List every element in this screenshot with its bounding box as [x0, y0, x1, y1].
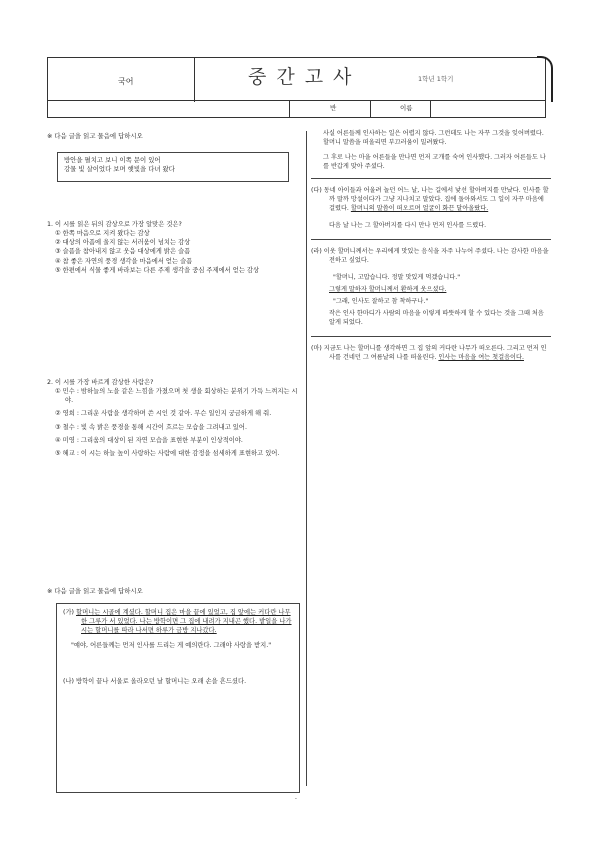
exam-title: 중간고사 — [248, 66, 362, 88]
option[interactable]: ② 대상의 아픔에 울지 않는 서러움이 넘치는 감상 — [55, 239, 191, 247]
column-divider — [306, 131, 307, 786]
para-tag: (다) — [311, 186, 322, 194]
option[interactable]: ③ 슬픔을 참아내지 않고 웃음 대상에게 밝은 슬픔 — [55, 248, 191, 256]
para-text: 할머니는 시골에 계셨다. 할머니 집은 마을 끝에 있었고, 집 앞에는 커다란 나무 한 그루가 서 있었다. 나는 방학이면 그 집에 내려가 지내곤 했다. 밭일을 나가시는 할머니를 따라 나서면 하루가 금방 지나갔다. — [76, 609, 292, 635]
student-info-row — [47, 101, 546, 118]
option[interactable]: ① 민수 : 밤하늘의 노을 같은 느낌을 가졌으며 첫 생을 회상하는 분위기 가득 느껴지는 시야. — [55, 388, 298, 405]
poem-line: 방안을 펼치고 보니 이쪽 문이 있어 — [64, 156, 161, 164]
para-ra-tail: 작은 인사 한마디가 사람의 마음을 이렇게 따뜻하게 할 수 있다는 것을 그때 처음 알게 되었다. — [329, 309, 544, 326]
para-tag: (가) — [63, 609, 74, 616]
option[interactable]: ④ 참 좋은 자연의 풍경 생각을 마음에서 얻는 슬픔 — [55, 257, 193, 265]
grade-label: 1학년 1학기 — [418, 75, 454, 83]
quote-1: "할머니, 고맙습니다. 정말 맛있게 먹겠습니다." — [333, 273, 461, 281]
separator — [311, 336, 551, 337]
quote-2: "그래, 인사도 잘하고 참 착하구나." — [333, 297, 429, 305]
continued-text: 사실 어른들께 인사하는 일은 어렵지 않다. 그런데도 나는 자꾸 그것을 잊어버렸다. 할머니 말씀을 떠올리면 부끄러움이 밀려왔다. — [323, 130, 544, 146]
para-tag: (마) — [311, 344, 322, 352]
question-stem: 2. 이 시를 가장 바르게 감상한 사람은? — [47, 379, 154, 386]
separator — [311, 178, 551, 179]
para-tag: (라) — [311, 247, 322, 255]
poem-excerpt-box — [57, 152, 289, 182]
name-label: 이름 — [400, 104, 413, 112]
passage-para-ra — [311, 248, 551, 266]
passage-para-na — [63, 677, 293, 686]
para-text: 방학이 끝나 서울로 올라오던 날 할머니는 오래 손을 흔드셨다. — [76, 677, 247, 685]
class-label: 반 — [330, 104, 337, 112]
option[interactable]: ⑤ 혜교 : 이 시는 하늘 높이 사랑하는 사람에 대한 감정을 섬세하게 표현하고 있어. — [55, 449, 280, 457]
passage-para-da — [311, 187, 551, 214]
continued-text-2: 그 후로 나는 마을 어른들을 만나면 먼저 고개를 숙여 인사했다. 그러자 어른들도 나를 반갑게 맞아 주셨다. — [323, 153, 546, 170]
underlined-text: 그렇게 말하자 할머니께서 환하게 웃으셨다. — [329, 285, 447, 293]
para-tag: (나) — [63, 677, 74, 685]
right-column — [311, 130, 551, 371]
separator — [311, 239, 551, 240]
question-1 — [47, 220, 299, 275]
passage-para-ga — [63, 608, 293, 635]
question-2 — [47, 378, 299, 458]
class-cell — [370, 101, 371, 117]
page-curl-decoration — [537, 56, 553, 102]
para-da-tail: 다음 날 나는 그 할아버지를 다시 만나 먼저 인사를 드렸다. — [329, 221, 487, 229]
option[interactable]: ① 한쪽 마음으로 지켜 왔다는 감상 — [55, 230, 150, 238]
underlined-text: 인사는 마음을 여는 첫걸음이다. — [438, 353, 524, 361]
poem-line: 강물 빛 살이었다 보며 햇빛을 다녀 왔다 — [64, 165, 175, 174]
question-stem: 1. 이 시를 읽은 뒤의 감상으로 가장 알맞은 것은? — [47, 221, 182, 228]
instruction-1: ※ 다음 글을 읽고 물음에 답하시오 — [47, 132, 143, 140]
para-text: 지금도 나는 할머니를 생각하면 그 집 앞의 커다란 나무가 떠오른다. 그리고 먼저 인사를 건네던 그 여름날의 나를 떠올린다. — [323, 344, 547, 361]
passage-quote — [63, 641, 293, 650]
name-cell — [430, 101, 431, 117]
exam-header — [47, 57, 546, 101]
option[interactable]: ④ 미영 : 그리움의 대상이 된 자연 모습을 표현한 부분이 인상적이야. — [55, 436, 243, 444]
passage-para-ma — [311, 345, 551, 363]
underlined-text: 할머니의 말씀이 떠오르며 얼굴이 화끈 달아올랐다. — [350, 204, 489, 212]
instruction-2: ※ 다음 글을 읽고 물음에 답하시오 — [47, 587, 143, 595]
subject-label: 국어 — [118, 77, 134, 86]
page-number: - — [295, 796, 297, 802]
option[interactable]: ③ 철수 : 빛 속 밝은 풍경을 통해 시간이 흐르는 모습을 그려내고 있어. — [55, 423, 247, 431]
blank-cell — [48, 101, 290, 117]
reading-passage — [56, 603, 300, 793]
option[interactable]: ⑤ 한편에서 식물 좋게 바라보는 다른 주제 생각을 중심 주제에서 얻는 감상 — [55, 266, 260, 274]
para-text: 이웃 할머니께서는 우리에게 맛있는 음식을 자주 나누어 주셨다. 나는 감사한 마음을 전하고 싶었다. — [323, 247, 549, 264]
quote-text: "얘야, 어른들께는 먼저 인사를 드리는 게 예의란다. 그래야 사랑을 받지." — [71, 642, 272, 650]
para-text: 동네 아이들과 어울려 놀던 어느 날, 나는 길에서 낯선 할아버지를 만났다. 인사를 할까 말까 망설이다가 그냥 지나치고 말았다. 집에 돌아와서도 그 일이 자꾸 마음에 걸렸다. — [323, 186, 549, 212]
option[interactable]: ② 영희 : 그리운 사람을 생각하며 쓴 시인 것 같아. 무슨 일인지 궁금하게 해 줘. — [55, 410, 272, 418]
